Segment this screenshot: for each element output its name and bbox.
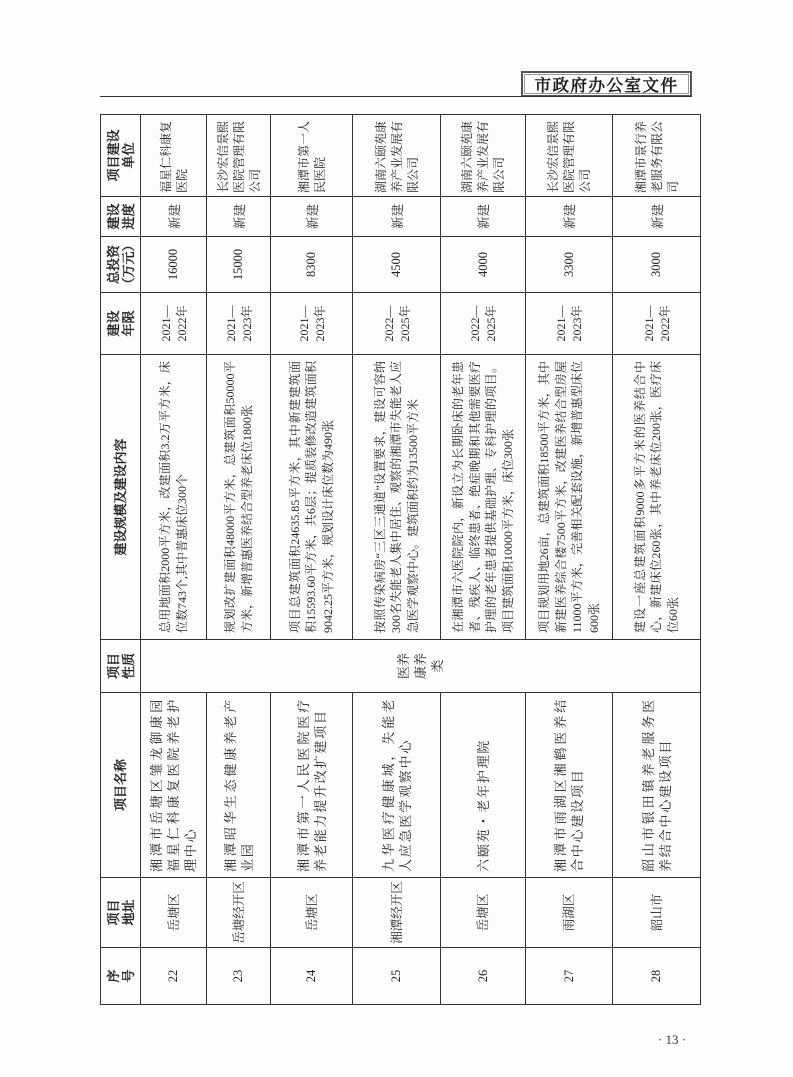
project-progress: 新建 xyxy=(526,197,613,237)
table-row xyxy=(526,115,613,1005)
row-index: 22 xyxy=(141,948,207,1005)
project-location: 岳塘经开区 xyxy=(207,878,271,948)
project-progress: 新建 xyxy=(207,197,271,237)
project-name: 韶山市银田镇养老服务医养结合中心建设项目 xyxy=(613,693,701,878)
project-period: 2021—2022年 xyxy=(141,293,207,355)
project-progress: 新建 xyxy=(353,197,441,237)
project-progress: 新建 xyxy=(613,197,701,237)
project-scope: 按照传染病房“三区三通道”设置要求，建设可容纳300名失能老人集中居住、观察的湘潭市失能老人应急医学观察中心。建筑面积约为13500平方米 xyxy=(353,355,441,640)
header-builder-label: 项目建设单位 xyxy=(105,129,136,182)
project-scope: 规划改扩建面积48000平方米，总建筑面积50000平方米，新增普惠医养结合型养老床位1800张 xyxy=(207,355,271,640)
project-name: 湘潭市雨湖区湘鹤医养结合中心建设项目 xyxy=(526,693,613,878)
project-period: 2022—2025年 xyxy=(441,293,526,355)
header-category xyxy=(101,640,141,693)
header-builder xyxy=(101,115,141,197)
project-builder: 湖南六颐苑康养产业发展有限公司 xyxy=(353,115,441,197)
table-row xyxy=(613,115,701,1005)
table-row xyxy=(271,115,353,1005)
table-row xyxy=(441,115,526,1005)
project-name: 九华医疗健康城，失能老人应急医学观察中心 xyxy=(353,693,441,878)
project-builder: 福星仁科康复医院 xyxy=(141,115,207,197)
project-investment: 3000 xyxy=(613,237,701,293)
project-name: 湘潭市岳塘区雏龙御康园福星仁科康复医院养老护理中心 xyxy=(141,693,207,878)
header-index-label: 序号 xyxy=(105,969,136,983)
project-investment: 3300 xyxy=(526,237,613,293)
project-period: 2021—2023年 xyxy=(526,293,613,355)
project-period: 2022—2025年 xyxy=(353,293,441,355)
project-investment: 4000 xyxy=(441,237,526,293)
project-scope: 在湘潭市六医院院内，新设立为长期卧床的老年患者、残疾人、临终患者、绝症晚期和其他需要医疗护理的老年患者提供基础护理、专科护理的项目。项目建筑面积10000平方米，床位300张 xyxy=(441,355,526,640)
row-index: 26 xyxy=(441,948,526,1005)
project-name: 湘潭市第一人民医院医疗养老能力提升改扩建项目 xyxy=(271,693,353,878)
project-location: 雨湖区 xyxy=(526,878,613,948)
page-number: · 13 · xyxy=(657,1032,687,1047)
header-name xyxy=(101,693,141,878)
table-row xyxy=(141,115,207,1005)
header-index xyxy=(101,948,141,1005)
row-index: 25 xyxy=(353,948,441,1005)
row-index: 28 xyxy=(613,948,701,1005)
header-category-label: 项目性质 xyxy=(105,653,136,680)
row-index: 24 xyxy=(271,948,353,1005)
project-scope: 项目规划用地26亩，总建筑面积18500平方米，其中新建医养综合楼7500平方米，改建医养结合型房屋11000平方米，完善相关配套设施，新增普惠型床位600张 xyxy=(526,355,613,640)
project-location: 岳塘区 xyxy=(271,878,353,948)
project-location: 岳塘区 xyxy=(141,878,207,948)
project-investment: 4500 xyxy=(353,237,441,293)
project-category xyxy=(141,640,701,693)
project-period: 2021—2023年 xyxy=(271,293,353,355)
project-location: 韶山市 xyxy=(613,878,701,948)
project-scope: 总用地面积2000平方米，改建面积3.2万平方米，床位数743个,其中普惠床位300个 xyxy=(141,355,207,640)
header-period xyxy=(101,293,141,355)
header-location-label: 项目地址 xyxy=(105,899,136,926)
project-progress: 新建 xyxy=(141,197,207,237)
header-name-label: 项目名称 xyxy=(113,759,128,812)
project-category-label: 医养康养类 xyxy=(396,653,445,680)
header-progress xyxy=(101,197,141,237)
rotated-table-container xyxy=(100,115,700,1005)
document-header-title: 市政府办公室文件 xyxy=(521,71,692,97)
header-location xyxy=(101,878,141,948)
project-progress: 新建 xyxy=(441,197,526,237)
table-header-row xyxy=(101,115,141,1005)
project-investment: 16000 xyxy=(141,237,207,293)
project-progress: 新建 xyxy=(271,197,353,237)
project-builder: 长沙宏信景熙医院管理有限公司 xyxy=(526,115,613,197)
header-investment-label: 总投资（万元） xyxy=(105,238,136,291)
project-location: 岳塘区 xyxy=(441,878,526,948)
project-builder: 湘潭市景行养老服务有限公司 xyxy=(613,115,701,197)
row-index: 27 xyxy=(526,948,613,1005)
header-scope xyxy=(101,355,141,640)
project-builder: 湘潭市第一人民医院 xyxy=(271,115,353,197)
project-name: 湘潭昭华生态健康养老产业园 xyxy=(207,693,271,878)
project-period: 2021—2022年 xyxy=(613,293,701,355)
project-scope: 建设一座总建筑面积9000多平方米的医养结合中心，新建床位260张，其中养老床位200张，医疗床位60张 xyxy=(613,355,701,640)
project-scope: 项目总建筑面积24635.85平方米，其中新建建筑面积15593.60平方米，共6层；提质装修改造建筑面积9042.25平方米，规划设计床位数为490张 xyxy=(271,355,353,640)
header-period-label: 建设年限 xyxy=(105,310,136,337)
project-name: 六颐苑・老年护理院 xyxy=(441,693,526,878)
project-investment: 15000 xyxy=(207,237,271,293)
project-period: 2021—2023年 xyxy=(207,293,271,355)
project-builder: 湖南六颐苑康养产业发展有限公司 xyxy=(441,115,526,197)
table-row xyxy=(207,115,271,1005)
project-location: 湘潭经开区 xyxy=(353,878,441,948)
project-investment: 8300 xyxy=(271,237,353,293)
projects-table xyxy=(100,114,701,1005)
row-index: 23 xyxy=(207,948,271,1005)
header-investment xyxy=(101,237,141,293)
project-builder: 长沙宏信景熙医院管理有限公司 xyxy=(207,115,271,197)
header-progress-label: 建设进度 xyxy=(105,203,136,230)
header-rule xyxy=(100,96,692,97)
table-row xyxy=(353,115,441,1005)
header-scope-label: 建设规模及建设内容 xyxy=(113,438,128,556)
